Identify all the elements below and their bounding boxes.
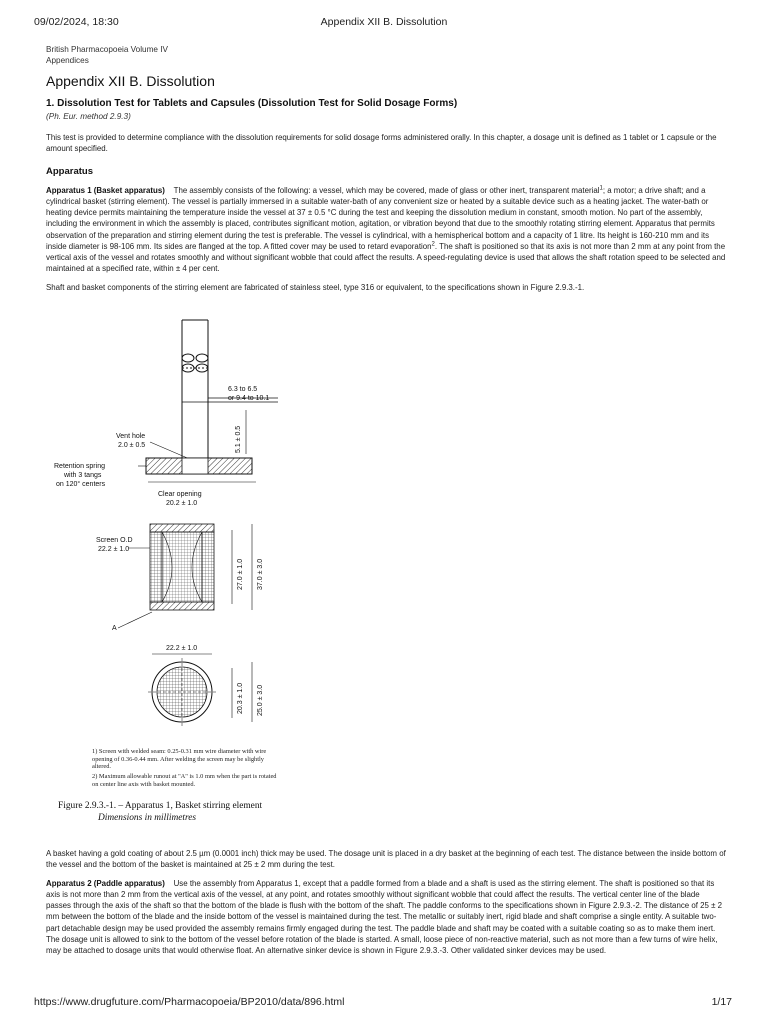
figure-note-2: 2) Maximum allowable runout at "A" is 1.0 mm when the part is rotated on center line axis with basket mounted.	[92, 773, 277, 788]
document-body	[46, 44, 726, 293]
footnote-ref-1[interactable]: 1	[599, 185, 603, 192]
clear-opening-dim: 20.2 ± 1.0	[166, 500, 198, 507]
screen-od-label: Screen O.D	[96, 537, 133, 544]
apparatus2-text: Use the assembly from Apparatus 1, except that a paddle formed from a blade and a shaft is used as the stirring element. The shaft is positioned so that its axis is not more than 2 mm from the vertical axis of the vessel, at any point, and rotates smoothly without significant wobble that could affect the results. The vertical center line of the blade passes through the axis of the shaft so that the bottom of the blade is flush with the bottom of the shaft. The paddle conforms to the specifications shown in Figure 2.9.3.-2. The distance of 25 ± 2 mm between the bottom of the blade and the inside bottom of the vessel is maintained during the test. The metallic or suitably inert, rigid blade and shaft comprise a single entity. A suitable two-part detachable design may be used provided the assembly remains firmly engaged during the test. The paddle blade and shaft may be coated with a suitable coating so as to make them inert. The dosage unit is allowed to sink to the bottom of the vessel before rotation of the blade is started. A small, loose piece of non-reactive material, such as not more than a few turns of wire helix, may be attached to dosage units that would otherwise float. An alternative sinker device is shown in Figure 2.9.3.-3. Other validated sinker devices may be used.	[46, 879, 723, 955]
document-body-lower	[46, 848, 726, 956]
vent-hole-dim: 2.0 ± 0.5	[118, 442, 146, 449]
page-title: Appendix XII B. Dissolution	[46, 73, 215, 89]
basket-coating-paragraph: A basket having a gold coating of about 2.5 µm (0.0001 inch) thick may be used. The dosage unit is placed in a dry basket at the beginning of each test. The distance between the inside bottom of the vessel and the bottom of the basket is maintained at 25 ± 2 mm during the test.	[46, 849, 726, 870]
basket-figure	[46, 318, 296, 818]
apparatus1-text-2: ; a motor; a drive shaft; and a cylindrical basket (stirring element). The vessel is partially immersed in a suitable water-bath of any convenient size or heated by a suitable device such as a heating jacket. The water-bath or heating device permits maintaining the temperature inside the vessel at 37 ± 0.5 °C during the test and keeping the dissolution medium in constant, smooth motion. No part of the assembly, including the environment in which the assembly is placed, contributes significant motion, agitation, or vibration beyond that due to the smoothly rotating stirring element. Apparatus that permits observation of the preparation and stirring element during the test is preferable. The vessel is cylindrical, with a hemispherical bottom and a capacity of 1 litre. Its height is 160-210 mm and its inside diameter is 98-106 mm. Its sides are flanged at the top. A fitted cover may be used to retard evaporation	[46, 186, 715, 251]
print-url[interactable]: https://www.drugfuture.com/Pharmacopoeia/BP2010/data/896.html	[34, 996, 345, 1008]
dim-270-label: 27.0 ± 1.0	[237, 558, 244, 590]
section-title: 1. Dissolution Test for Tablets and Capsules (Dissolution Test for Solid Dosage Forms)	[46, 98, 458, 109]
shaft-basket-paragraph: Shaft and basket components of the stirring element are fabricated of stainless steel, type 316 or equivalent, to the specifications shown in Figure 2.9.3.-1.	[46, 282, 585, 292]
dim-203-label: 20.3 ± 1.0	[237, 682, 244, 714]
clear-opening-label: Clear opening	[158, 491, 202, 498]
dim-shaft-label-2: or 9.4 to 10.1	[228, 395, 270, 402]
footnote-ref-2[interactable]: 2	[431, 241, 435, 248]
retention-spring-label-2: with 3 tangs	[64, 472, 102, 479]
apparatus2-paragraph	[46, 878, 726, 956]
drive-shaft	[182, 320, 208, 458]
label-a: A	[112, 625, 117, 632]
basket-side-view	[150, 524, 214, 610]
figure-caption	[58, 800, 338, 824]
breadcrumb-volume: British Pharmacopoeia Volume IV	[46, 45, 168, 54]
print-footer	[0, 996, 768, 1010]
print-header	[0, 16, 768, 30]
retention-spring-label-3: on 120° centers	[56, 481, 106, 488]
intro-paragraph: This test is provided to determine compliance with the dissolution requirements for solid dosage forms administered orally. In this chapter, a dosage unit is defined as 1 tablet or 1 capsule or the amount specified.	[46, 133, 717, 154]
breadcrumb-appendices: Appendices	[46, 56, 89, 65]
basket-bottom-view	[148, 658, 216, 726]
figure-caption-title: Figure 2.9.3.-1. – Apparatus 1, Basket stirring element	[58, 801, 263, 811]
apparatus1-text-3: . The shaft is positioned so that its axis is not more than 2 mm at any point from the vertical axis of the vessel and rotates smoothly and without significant wobble that could affect the results. A speed-regulating device is used that allows the shaft rotation speed to be selected and maintained at a specified rate, within ± 4 per cent.	[46, 241, 726, 273]
apparatus2-lead: Apparatus 2 (Paddle apparatus)	[46, 879, 165, 889]
dim-370-label: 37.0 ± 3.0	[257, 558, 264, 590]
figure-note-1: 1) Screen with welded seam: 0.25-0.31 mm wire diameter with wire opening of 0.36-0.44 mm. After welding the screen may be slightly altered.	[92, 748, 267, 771]
screen-od-dim: 22.2 ± 1.0	[98, 546, 130, 553]
method-reference: (Ph. Eur. method 2.9.3)	[46, 112, 131, 121]
apparatus1-paragraph	[46, 185, 726, 274]
dim-222-label: 22.2 ± 1.0	[166, 645, 198, 652]
dim-250-label: 25.0 ± 3.0	[257, 684, 264, 716]
apparatus1-text-1: The assembly consists of the following: a vessel, which may be covered, made of glass or other inert, transparent material	[173, 186, 600, 196]
figure-caption-dimensions: Dimensions in millimetres	[98, 813, 197, 823]
print-page-number: 1/17	[711, 996, 732, 1008]
print-datetime: 09/02/2024, 18:30	[34, 16, 119, 28]
dim-51-label: 5.1 ± 0.5	[235, 425, 242, 453]
apparatus-heading: Apparatus	[46, 166, 93, 178]
dim-shaft-label-1: 6.3 to 6.5	[228, 386, 258, 393]
retention-spring-label-1: Retention spring	[54, 463, 105, 470]
print-title: Appendix XII B. Dissolution	[320, 16, 448, 28]
vent-hole-label: Vent hole	[116, 433, 146, 440]
apparatus1-lead: Apparatus 1 (Basket apparatus)	[46, 186, 165, 196]
